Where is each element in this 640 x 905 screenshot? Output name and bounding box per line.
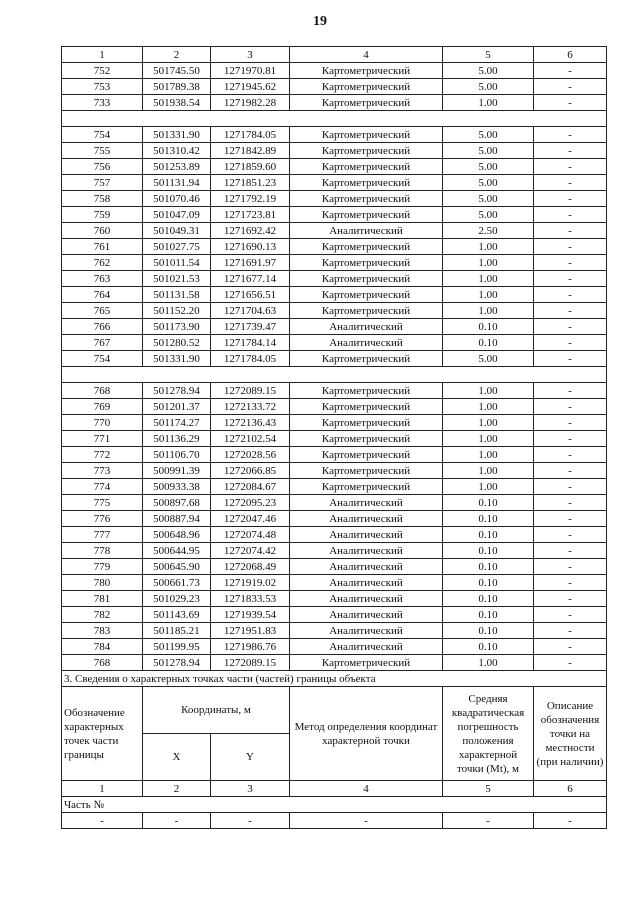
table-row [62, 303, 607, 319]
table-cell: 752 [62, 63, 143, 79]
table-cell: 0.10 [443, 623, 534, 639]
table-cell: 501047.09 [143, 207, 211, 223]
page-number: 19 [313, 14, 327, 29]
table-cell: 754 [62, 351, 143, 367]
table-row [62, 335, 607, 351]
table-cell: Картометрический [290, 127, 443, 143]
table-cell: 1272066.85 [211, 463, 290, 479]
table-cell: 1272074.42 [211, 543, 290, 559]
table-cell: 780 [62, 575, 143, 591]
table-row [62, 511, 607, 527]
table-cell: Картометрический [290, 95, 443, 111]
table-row [62, 431, 607, 447]
table-cell: 6 [534, 47, 607, 63]
table-cell: Аналитический [290, 575, 443, 591]
table-cell: 5.00 [443, 175, 534, 191]
table-cell: 0.10 [443, 639, 534, 655]
table-cell: 500644.95 [143, 543, 211, 559]
table-cell: 781 [62, 591, 143, 607]
table-cell: 501789.38 [143, 79, 211, 95]
section-separator-row [62, 367, 607, 383]
table-row [62, 159, 607, 175]
part3-title-row [62, 671, 607, 687]
table-cell: 773 [62, 463, 143, 479]
table-cell: 1272102.54 [211, 431, 290, 447]
table-cell: 1271692.42 [211, 223, 290, 239]
table-row [62, 95, 607, 111]
table-cell: - [534, 95, 607, 111]
table-cell: Картометрический [290, 383, 443, 399]
table-cell: 1.00 [443, 655, 534, 671]
table-cell: Картометрический [290, 271, 443, 287]
table-cell: 756 [62, 159, 143, 175]
table-cell: Аналитический [290, 607, 443, 623]
table-cell: 0.10 [443, 511, 534, 527]
table-cell: Аналитический [290, 335, 443, 351]
table-cell: Аналитический [290, 511, 443, 527]
table-cell: 784 [62, 639, 143, 655]
table-cell: 758 [62, 191, 143, 207]
table-cell: - [534, 319, 607, 335]
table-cell: 5.00 [443, 79, 534, 95]
table-cell: 1272089.15 [211, 383, 290, 399]
table-cell: 500897.68 [143, 495, 211, 511]
table-cell: Аналитический [290, 591, 443, 607]
table-row [62, 575, 607, 591]
table-cell: 1272136.43 [211, 415, 290, 431]
table-row [62, 191, 607, 207]
table-cell: Картометрический [290, 175, 443, 191]
table-cell: 500887.94 [143, 511, 211, 527]
table-row [62, 479, 607, 495]
table-cell: 757 [62, 175, 143, 191]
table-cell: - [290, 813, 443, 829]
table-row [62, 79, 607, 95]
table-cell: 765 [62, 303, 143, 319]
table-cell: 5.00 [443, 127, 534, 143]
table-cell: - [534, 287, 607, 303]
table-cell: 762 [62, 255, 143, 271]
table-cell: 501131.58 [143, 287, 211, 303]
table-cell: 2.50 [443, 223, 534, 239]
table-cell: 501174.27 [143, 415, 211, 431]
table-cell: 1271739.47 [211, 319, 290, 335]
table-cell: 501143.69 [143, 607, 211, 623]
table-cell: 1272084.67 [211, 479, 290, 495]
table-cell: 1271851.23 [211, 175, 290, 191]
table-cell: - [534, 239, 607, 255]
table-cell: 1272089.15 [211, 655, 290, 671]
table-row [62, 527, 607, 543]
table-cell: 1271833.53 [211, 591, 290, 607]
table-cell: Картометрический [290, 191, 443, 207]
table-cell: Картометрический [290, 655, 443, 671]
table-row [62, 175, 607, 191]
header-coordinates: Координаты, м [143, 687, 290, 734]
table-cell: 1271982.28 [211, 95, 290, 111]
table-cell: Картометрический [290, 479, 443, 495]
table-cell: 1271919.02 [211, 575, 290, 591]
table-cell: 501106.70 [143, 447, 211, 463]
table-cell: 501152.20 [143, 303, 211, 319]
table-cell: 501745.50 [143, 63, 211, 79]
table-cell: Картометрический [290, 303, 443, 319]
table-cell: 755 [62, 143, 143, 159]
table-cell: 0.10 [443, 527, 534, 543]
table-cell: 1 [62, 47, 143, 63]
table-cell: 501199.95 [143, 639, 211, 655]
table-cell: - [534, 271, 607, 287]
header-y: Y [211, 734, 290, 781]
table-cell: Картометрический [290, 447, 443, 463]
table-cell: 1.00 [443, 415, 534, 431]
boundary-points-table [61, 46, 607, 829]
table-cell: Картометрический [290, 287, 443, 303]
table-cell: 777 [62, 527, 143, 543]
table-cell: Картометрический [290, 415, 443, 431]
table-cell: 500661.73 [143, 575, 211, 591]
table-cell: 1.00 [443, 271, 534, 287]
table-cell: 1271986.76 [211, 639, 290, 655]
table-cell: 5 [443, 47, 534, 63]
table-cell: 767 [62, 335, 143, 351]
table-cell: 759 [62, 207, 143, 223]
table-cell: 1.00 [443, 431, 534, 447]
table-cell: 500991.39 [143, 463, 211, 479]
table-cell: - [62, 813, 143, 829]
table-cell: 768 [62, 383, 143, 399]
table-cell: - [534, 383, 607, 399]
table-cell: Аналитический [290, 495, 443, 511]
table-row [62, 143, 607, 159]
table-cell: 501201.37 [143, 399, 211, 415]
table-cell: 1.00 [443, 303, 534, 319]
table-cell: - [534, 479, 607, 495]
table-cell: - [534, 159, 607, 175]
table-row [62, 447, 607, 463]
table-cell: 763 [62, 271, 143, 287]
table-cell: 761 [62, 239, 143, 255]
table-cell: Картометрический [290, 63, 443, 79]
table-cell: 501280.52 [143, 335, 211, 351]
part3-title: 3. Сведения о характерных точках части (частей) границы объекта [62, 671, 607, 687]
table-cell: 1272068.49 [211, 559, 290, 575]
table-cell: 1 [62, 781, 143, 797]
table-cell: 501278.94 [143, 655, 211, 671]
table-cell: - [534, 207, 607, 223]
table-cell: 1.00 [443, 239, 534, 255]
table-cell: Картометрический [290, 159, 443, 175]
table-cell: 501027.75 [143, 239, 211, 255]
table-cell: 1271677.14 [211, 271, 290, 287]
table-row [62, 239, 607, 255]
table-cell: 776 [62, 511, 143, 527]
table-row [62, 287, 607, 303]
table-cell: Картометрический [290, 239, 443, 255]
table-cell: Аналитический [290, 639, 443, 655]
table-cell: 0.10 [443, 559, 534, 575]
table-cell: - [534, 79, 607, 95]
table-cell: 5.00 [443, 159, 534, 175]
table-cell: 1.00 [443, 399, 534, 415]
table-cell: 4 [290, 47, 443, 63]
table-cell: 2 [143, 781, 211, 797]
table-cell: 5.00 [443, 207, 534, 223]
table-cell: 0.10 [443, 335, 534, 351]
table-cell: 1.00 [443, 383, 534, 399]
table-cell: Картометрический [290, 351, 443, 367]
table-cell: 1.00 [443, 255, 534, 271]
table-cell: 501136.29 [143, 431, 211, 447]
table-cell: 1271656.51 [211, 287, 290, 303]
table-cell: 1271945.62 [211, 79, 290, 95]
table-cell: - [143, 813, 211, 829]
table-cell: - [534, 63, 607, 79]
table-cell: 1272074.48 [211, 527, 290, 543]
table-cell: 6 [534, 781, 607, 797]
table-cell: 3 [211, 47, 290, 63]
table-cell: 1272028.56 [211, 447, 290, 463]
table-cell: 0.10 [443, 543, 534, 559]
table-cell: - [534, 591, 607, 607]
table-cell: - [534, 813, 607, 829]
table-row [62, 127, 607, 143]
table-cell: 1272047.46 [211, 511, 290, 527]
header-accuracy: Средняя квадратическая погрешность положения характерной точки (Mt), м [443, 687, 534, 781]
table-cell: - [534, 255, 607, 271]
table-cell: 0.10 [443, 575, 534, 591]
table-row [62, 463, 607, 479]
table-cell: 733 [62, 95, 143, 111]
table-cell: 1.00 [443, 287, 534, 303]
table-cell: 1.00 [443, 95, 534, 111]
table-cell: 4 [290, 781, 443, 797]
table-cell: - [534, 431, 607, 447]
separator-cell [62, 367, 607, 383]
table-cell: - [534, 351, 607, 367]
part-label: Часть № [62, 797, 607, 813]
table-cell: - [534, 335, 607, 351]
table-cell: - [534, 143, 607, 159]
table-row [62, 639, 607, 655]
table-cell: 1.00 [443, 463, 534, 479]
table-row [62, 63, 607, 79]
table-row [62, 255, 607, 271]
table-cell: Аналитический [290, 559, 443, 575]
table-cell: - [534, 511, 607, 527]
table-cell: 501070.46 [143, 191, 211, 207]
header-description: Описание обозначения точки на местности (при наличии) [534, 687, 607, 781]
table-cell: 0.10 [443, 319, 534, 335]
table-cell: 1271842.89 [211, 143, 290, 159]
table-cell: 501253.89 [143, 159, 211, 175]
table-cell: 2 [143, 47, 211, 63]
header-method: Метод определения координат характерной точки [290, 687, 443, 781]
table-cell: 1271939.54 [211, 607, 290, 623]
table-cell: - [534, 191, 607, 207]
table-cell: 769 [62, 399, 143, 415]
part3-empty-row [62, 813, 607, 829]
table-cell: - [534, 415, 607, 431]
table-cell: 500645.90 [143, 559, 211, 575]
table-cell: Картометрический [290, 463, 443, 479]
table-cell: 500933.38 [143, 479, 211, 495]
table-cell: 1.00 [443, 447, 534, 463]
table-cell: 501331.90 [143, 351, 211, 367]
table-row [62, 591, 607, 607]
table-cell: Картометрический [290, 79, 443, 95]
table-cell: 500648.96 [143, 527, 211, 543]
table-cell: - [534, 639, 607, 655]
table-cell: 5.00 [443, 191, 534, 207]
table-row [62, 607, 607, 623]
part3-header-row [62, 687, 607, 734]
table-cell: 1272133.72 [211, 399, 290, 415]
table-row [62, 271, 607, 287]
table-row [62, 207, 607, 223]
table-cell: 764 [62, 287, 143, 303]
header-x: X [143, 734, 211, 781]
table-cell: 501331.90 [143, 127, 211, 143]
table-cell: - [534, 575, 607, 591]
table-row [62, 399, 607, 415]
table-cell: 0.10 [443, 591, 534, 607]
table-cell: 1271970.81 [211, 63, 290, 79]
table-cell: 0.10 [443, 495, 534, 511]
table-cell: Картометрический [290, 255, 443, 271]
table-cell: Аналитический [290, 527, 443, 543]
table-cell: 1271704.63 [211, 303, 290, 319]
table-cell: 501278.94 [143, 383, 211, 399]
table-cell: 1271723.81 [211, 207, 290, 223]
table-cell: 774 [62, 479, 143, 495]
table-cell: 501131.94 [143, 175, 211, 191]
table-row [62, 623, 607, 639]
table-cell: 1271691.97 [211, 255, 290, 271]
separator-cell [62, 111, 607, 127]
table-cell: 778 [62, 543, 143, 559]
table-cell: 772 [62, 447, 143, 463]
table-cell: - [534, 527, 607, 543]
table-cell: Аналитический [290, 543, 443, 559]
table-cell: 5 [443, 781, 534, 797]
table-cell: 754 [62, 127, 143, 143]
table-cell: 1271859.60 [211, 159, 290, 175]
table-cell: - [534, 399, 607, 415]
section-separator-row [62, 111, 607, 127]
table-cell: - [211, 813, 290, 829]
table-cell: 1272095.23 [211, 495, 290, 511]
table-cell: 1271784.05 [211, 127, 290, 143]
table-cell: Аналитический [290, 223, 443, 239]
table-cell: - [534, 223, 607, 239]
table-cell: Аналитический [290, 623, 443, 639]
table-cell: 753 [62, 79, 143, 95]
table-cell: 501185.21 [143, 623, 211, 639]
table-cell: - [534, 127, 607, 143]
table-row [62, 543, 607, 559]
table-cell: - [443, 813, 534, 829]
table-cell: 1271784.14 [211, 335, 290, 351]
table-cell: 766 [62, 319, 143, 335]
table-cell: 501021.53 [143, 271, 211, 287]
table-cell: 1.00 [443, 479, 534, 495]
table-cell: Картометрический [290, 207, 443, 223]
table-cell: 501029.23 [143, 591, 211, 607]
table-cell: - [534, 495, 607, 511]
table-row [62, 415, 607, 431]
table-cell: 771 [62, 431, 143, 447]
table-cell: - [534, 175, 607, 191]
table-cell: 3 [211, 781, 290, 797]
table-cell: 1271951.83 [211, 623, 290, 639]
header-point-designation: Обозначение характерных точек части границы [62, 687, 143, 781]
table-row [62, 495, 607, 511]
table-cell: - [534, 607, 607, 623]
table-cell: 501173.90 [143, 319, 211, 335]
part3-column-number-row [62, 781, 607, 797]
part-label-row [62, 797, 607, 813]
table-cell: - [534, 655, 607, 671]
table-cell: 760 [62, 223, 143, 239]
table-cell: 782 [62, 607, 143, 623]
table-cell: 501938.54 [143, 95, 211, 111]
table-row [62, 319, 607, 335]
column-number-row [62, 47, 607, 63]
table-row [62, 223, 607, 239]
table-cell: Картометрический [290, 399, 443, 415]
table-cell: 0.10 [443, 607, 534, 623]
table-cell: 1271784.05 [211, 351, 290, 367]
table-cell: 775 [62, 495, 143, 511]
table-cell: - [534, 543, 607, 559]
table-row [62, 655, 607, 671]
table-cell: 5.00 [443, 63, 534, 79]
table-cell: - [534, 447, 607, 463]
table-cell: 768 [62, 655, 143, 671]
table-row [62, 383, 607, 399]
table-cell: 5.00 [443, 143, 534, 159]
table-cell: 779 [62, 559, 143, 575]
table-cell: - [534, 303, 607, 319]
table-cell: 783 [62, 623, 143, 639]
table-cell: - [534, 463, 607, 479]
table-cell: Аналитический [290, 319, 443, 335]
table-cell: 770 [62, 415, 143, 431]
table-cell: 501310.42 [143, 143, 211, 159]
table-cell: 501049.31 [143, 223, 211, 239]
table-row [62, 351, 607, 367]
table-cell: 5.00 [443, 351, 534, 367]
table-cell: 501011.54 [143, 255, 211, 271]
table-cell: 1271690.13 [211, 239, 290, 255]
table-cell: 1271792.19 [211, 191, 290, 207]
table-cell: Картометрический [290, 431, 443, 447]
table-cell: - [534, 559, 607, 575]
table-cell: - [534, 623, 607, 639]
table-cell: Картометрический [290, 143, 443, 159]
table-row [62, 559, 607, 575]
